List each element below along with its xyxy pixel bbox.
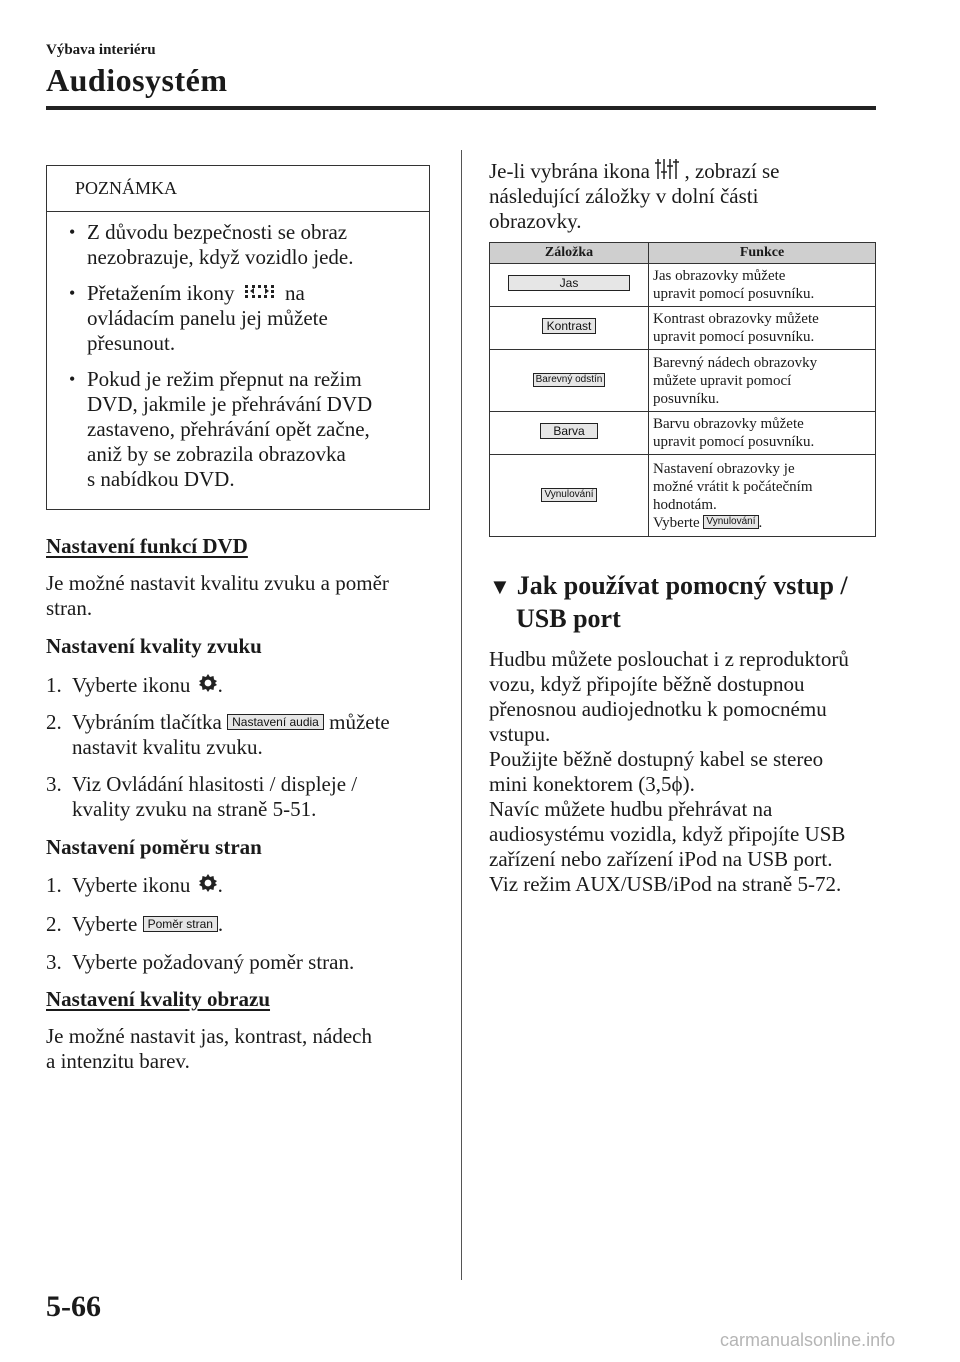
note-line: aniž by se zobrazila obrazovka — [87, 442, 346, 466]
table-row — [490, 307, 876, 350]
aspect-step-2 — [46, 912, 436, 940]
aspect-ratio-button[interactable]: Poměr stran — [143, 916, 218, 932]
note-line — [87, 281, 429, 306]
para-line: zařízení nebo zařízení iPod na USB port. — [489, 847, 833, 871]
settings-icon — [198, 673, 218, 693]
para-line: Použijte běžně dostupný kabel se stereo — [489, 747, 824, 771]
note-line: ovládacím panelu jej můžete — [87, 306, 328, 330]
step-number: 1. — [46, 673, 62, 697]
tab-color[interactable]: Barva — [540, 423, 598, 439]
table-cell — [649, 350, 876, 412]
para-line: Viz režim AUX/USB/iPod na straně 5-72. — [489, 872, 842, 896]
watermark: carmanualsonline.info — [720, 1330, 896, 1350]
note-item — [47, 367, 429, 492]
para-line: stran. — [46, 596, 93, 620]
sound-step-2 — [46, 710, 446, 766]
para-text: Je-li vybrána ikona — [489, 159, 650, 183]
step-number: 3. — [46, 772, 62, 796]
tabs-intro — [489, 158, 780, 234]
column-divider — [461, 150, 462, 1280]
table-cell — [490, 350, 649, 412]
step-label: Vybráním tlačítka — [72, 710, 222, 734]
header-rule — [46, 106, 876, 110]
para-line: Hudbu můžete poslouchat i z reproduktorů — [489, 647, 849, 671]
note-line: s nabídkou DVD. — [87, 467, 235, 491]
para-line: vstupu. — [489, 722, 551, 746]
cell-line: Barevný nádech obrazovky — [653, 354, 818, 371]
cell-text: Vyberte — [653, 514, 700, 531]
table-header — [490, 243, 876, 264]
aspect-heading: Nastavení poměru stran — [46, 835, 262, 859]
note-line: • Z důvodu bezpečnosti se obraz — [87, 220, 348, 244]
para-line: Je možné nastavit jas, kontrast, nádech — [46, 1024, 372, 1048]
cell-line: posuvníku. — [653, 390, 720, 407]
step-text: Vyberte Poměr stran . — [72, 912, 224, 936]
step-text: Vyberte požadovaný poměr stran. — [72, 950, 355, 974]
chapter-title: Audiosystém — [46, 62, 228, 98]
note-line: zastaveno, přehrávání opět začne, — [87, 417, 370, 441]
settings-icon — [198, 873, 218, 893]
cell-line: Vyberte Vynulování . — [653, 514, 763, 531]
para-line: a intenzitu barev. — [46, 1049, 190, 1073]
cell-line: hodnotám. — [653, 496, 717, 513]
heading-line — [489, 570, 848, 603]
table-header-cell: Záložka — [490, 243, 649, 264]
step-number: 2. — [46, 710, 62, 734]
audio-settings-button[interactable]: Nastavení audia — [227, 714, 324, 730]
step-text — [72, 710, 390, 760]
sound-heading: Nastavení kvality zvuku — [46, 634, 262, 658]
step-label: nastavit kvalitu zvuku. — [72, 735, 263, 759]
para-line: Je možné nastavit kvalitu zvuku a poměr — [46, 571, 389, 595]
heading-line: USB port — [516, 604, 621, 633]
table-cell — [649, 264, 876, 307]
sound-step-1 — [46, 673, 436, 701]
tab-reset[interactable]: Vynulování — [541, 488, 596, 502]
aux-heading — [489, 570, 848, 635]
para-line: přenosnou audiojednotku k pomocnému — [489, 697, 827, 721]
table-row — [490, 455, 876, 537]
table-header-cell: Funkce — [649, 243, 876, 264]
note-title: POZNÁMKA — [47, 166, 429, 212]
image-intro — [46, 1024, 372, 1074]
tab-contrast[interactable]: Kontrast — [542, 318, 597, 334]
note-list — [47, 212, 429, 492]
cell-line: Barvu obrazovky můžete — [653, 416, 804, 432]
aspect-step-1 — [46, 873, 436, 901]
note-line: DVD, jakmile je přehrávání DVD — [87, 392, 373, 416]
para-line: vozu, když připojíte běžně dostupnou — [489, 672, 805, 696]
reset-button[interactable]: Vynulování — [703, 515, 758, 529]
step-label: Vyberte — [72, 912, 138, 936]
section-title: Výbava interiéru — [46, 42, 156, 58]
step-label: kvality zvuku na straně 5-51. — [72, 797, 317, 821]
table-row — [490, 350, 876, 412]
step-text: Vyberte ikonu . — [72, 873, 223, 897]
dvd-heading: Nastavení funkcí DVD — [46, 534, 248, 558]
aspect-step-3 — [46, 950, 436, 978]
table-cell — [490, 307, 649, 350]
cell-line: upravit pomocí posuvníku. — [653, 329, 815, 345]
step-label: můžete — [329, 710, 390, 734]
para-line: mini konektorem (3,5ϕ). — [489, 772, 695, 796]
para-line: následující záložky v dolní části — [489, 184, 759, 208]
cell-line: Kontrast obrazovky můžete — [653, 311, 819, 327]
note-item — [47, 220, 429, 270]
page-number: 5-66 — [46, 1290, 101, 1323]
step-number: 3. — [46, 950, 62, 974]
table-cell — [490, 412, 649, 455]
step-number: 1. — [46, 873, 62, 897]
note-line: přesunout. — [87, 331, 176, 355]
table-row — [490, 412, 876, 455]
aux-text — [489, 647, 849, 897]
cell-line: Nastavení obrazovky je — [653, 460, 795, 477]
tab-hue[interactable]: Barevný odstín — [533, 373, 606, 387]
tabs-table — [489, 242, 876, 537]
cell-line: upravit pomocí posuvníku. — [653, 434, 815, 450]
step-text: Vyberte ikonu . — [72, 673, 223, 697]
step-label: Vyberte ikonu — [72, 673, 191, 697]
table-cell — [649, 412, 876, 455]
heading-text: Jak používat pomocný vstup / — [516, 571, 848, 600]
cell-line: možné vrátit k počátečním — [653, 478, 813, 495]
step-number: 2. — [46, 912, 62, 936]
note-line: nezobrazuje, když vozidlo jede. — [87, 245, 354, 269]
table-cell — [490, 455, 649, 537]
note-box — [46, 165, 430, 510]
table-cell — [490, 264, 649, 307]
step-label: Viz Ovládání hlasitosti / displeje / — [72, 772, 358, 796]
dvd-intro — [46, 571, 389, 621]
table-cell — [649, 455, 876, 537]
para-line: obrazovky. — [489, 209, 582, 233]
image-heading: Nastavení kvality obrazu — [46, 987, 271, 1011]
equalizer-icon — [655, 158, 679, 180]
note-text: na — [285, 281, 305, 305]
para-text: , zobrazí se — [684, 159, 780, 183]
step-label: Vyberte ikonu — [72, 873, 191, 897]
note-line: • Pokud je režim přepnut na režim — [87, 367, 362, 391]
para-line: audiosystému vozidla, když připojíte USB — [489, 822, 846, 846]
para-line: Navíc můžete hudbu přehrávat na — [489, 797, 773, 821]
table-cell — [649, 307, 876, 350]
sound-step-3 — [46, 772, 446, 828]
para-line — [489, 158, 780, 184]
cell-line: můžete upravit pomocí — [653, 372, 792, 389]
tab-brightness[interactable]: Jas — [508, 275, 630, 291]
drag-handle-icon — [244, 284, 276, 298]
step-text — [72, 772, 357, 822]
cell-line: Jas obrazovky můžete — [653, 268, 786, 284]
note-text: Přetažením ikony — [87, 281, 235, 305]
note-item — [47, 281, 429, 356]
table-row — [490, 264, 876, 307]
triangle-icon: ▼ — [489, 574, 511, 599]
cell-line: upravit pomocí posuvníku. — [653, 286, 815, 302]
